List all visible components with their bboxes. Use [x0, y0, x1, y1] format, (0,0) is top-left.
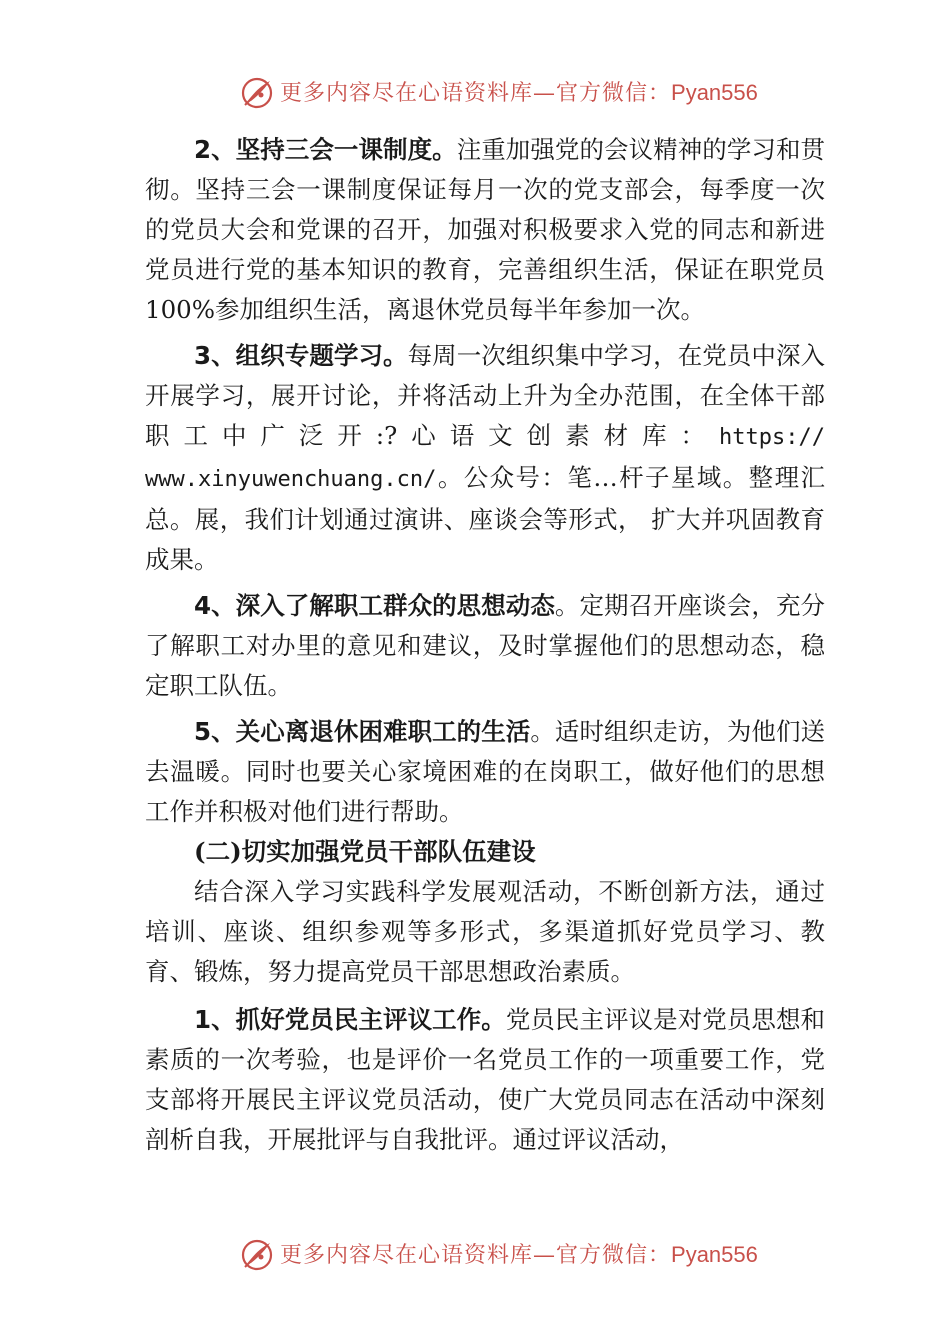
wechat-id: Pyan556 [671, 80, 758, 105]
header-banner [0, 72, 950, 116]
paragraph-text: 注重加强党的会议精神的学习和贯彻。坚持三会一课制度保证每月一次的党支部会，每季度一次的党员大会和党课的召开，加强对积极要求入党的同志和新进党员进行党的基本知识的教育，完善组织生活，保证在职党员 100%参加组织生活，离退休党员每半年参加一次。 [145, 135, 825, 324]
paragraph-6 [145, 1000, 825, 1160]
paragraph-text: 。定期召开座谈会，充分了解职工对办里的意见和建议，及时掌握他们的思想动态，稳定职工队伍。 [145, 591, 826, 700]
section-intro: 结合深入学习实践科学发展观活动，不断创新方法，通过培训、座谈、组织参观等多形式，多渠道抓好党员学习、教育、锻炼，努力提高党员干部思想政治素质。 [145, 877, 825, 986]
paragraph-3 [145, 336, 825, 580]
paragraph-text: 党员民主评议是对党员思想和素质的一次考验，也是评价一名党员工作的一项重要工作，党支部将开展民主评议党员活动，使广大党员同志在活动中深刻剖析自我，开展批评与自我批评。通过评议活动， [145, 1005, 826, 1154]
footer-banner [0, 1234, 950, 1278]
paragraph-heading: 5、关心离退休困难职工的生活 [194, 717, 531, 746]
paragraph-text: 。适时组织走访，为他们送去温暖。同时也要关心家境困难的在岗职工，做好他们的思想工作并积极对他们进行帮助。 [145, 717, 826, 826]
paragraph-heading: 3、组织专题学习。 [194, 341, 408, 370]
banner-text: 更多内容尽在心语资料库—官方微信：Pyan556 [280, 1242, 758, 1268]
paragraph-2 [145, 130, 825, 330]
paragraph-text: 。公众号：笔…杆子星域。整理汇总。展，我们计划通过演讲、座谈会等形式， 扩大并巩固教育成果。 [145, 463, 825, 574]
paragraph-5 [145, 712, 825, 832]
document-body [145, 130, 825, 1160]
feather-logo-icon [240, 1238, 274, 1272]
paragraph-heading: 1、抓好党员民主评议工作。 [194, 1005, 506, 1034]
paragraph-heading: 4、深入了解职工群众的思想动态 [194, 591, 555, 620]
banner-text: 更多内容尽在心语资料库—官方微信：Pyan556 [280, 80, 758, 106]
paragraph-text: 每周一次组织集中学习，在党员中深入开展学习，展开讨论，并将活动上升为全办范围，在全体干部职工中广泛开:?心语文创素材库： [145, 341, 826, 450]
paragraph-heading: 2、坚持三会一课制度。 [194, 135, 457, 164]
wechat-id: Pyan556 [671, 1242, 758, 1267]
feather-logo-icon [240, 76, 274, 110]
source-url: https:// www.xinyuwenchuang.cn/ [145, 425, 825, 492]
section-title: (二)切实加强党员干部队伍建设 [194, 837, 536, 866]
paragraph-4 [145, 586, 825, 706]
